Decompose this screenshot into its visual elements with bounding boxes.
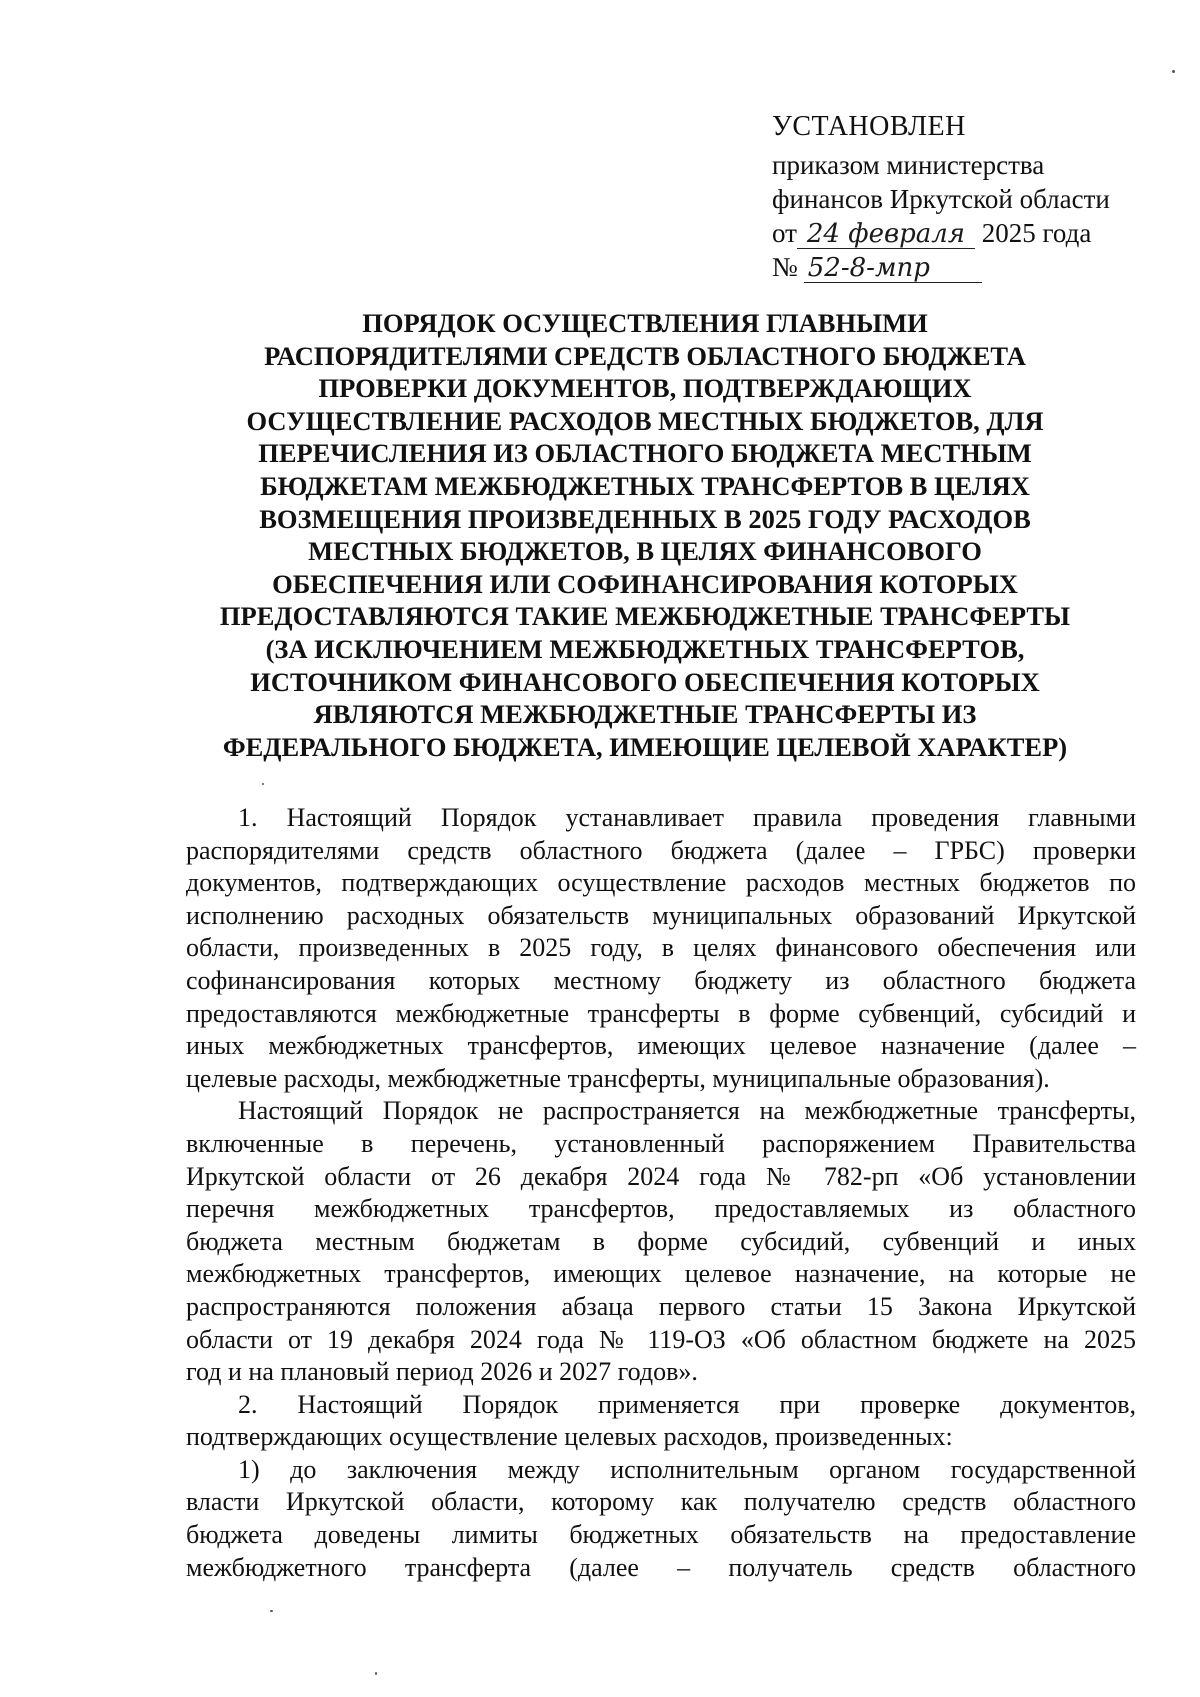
text-line: включенные в перечень, установленный распоряжением Правительства [186, 1128, 1136, 1158]
text-line: Настоящий Порядок не распространяется на межбюджетные трансферты, [238, 1096, 1136, 1126]
text-line: иных межбюджетных трансфертов, имеющих целевое назначение (далее – [186, 1031, 1136, 1061]
text-line: исполнению расходных обязательств муниципальных образований Иркутской [186, 900, 1136, 930]
text-line: Иркутской области от 26 декабря 2024 года № 782-рп «Об установлении [186, 1161, 1136, 1191]
text-line: межбюджетных трансфертов, имеющих целевое назначение, на которые не [186, 1259, 1136, 1289]
text-line: распространяются положения абзаца первого статьи 15 Закона Иркутской [186, 1291, 1136, 1321]
approval-date-line [772, 216, 1152, 250]
scan-speck [375, 1672, 377, 1675]
text-line: софинансирования которых местному бюджету из областного бюджета [186, 965, 1136, 995]
approval-stamp-block [772, 110, 1152, 284]
heading-line: ВОЗМЕЩЕНИЯ ПРОИЗВЕДЕННЫХ В 2025 ГОДУ РАСХОДОВ [259, 503, 1031, 534]
heading-line: РАСПОРЯДИТЕЛЯМИ СРЕДСТВ ОБЛАСТНОГО БЮДЖЕТА [264, 340, 1026, 371]
approval-date-suffix: 2025 года [981, 218, 1092, 248]
paragraph-4 [186, 1454, 1136, 1584]
text-line: власти Иркутской области, которому как получателю средств областного [186, 1487, 1136, 1517]
approval-number-handwritten: 52-8-мпр [804, 254, 982, 283]
approval-title: УСТАНОВЛЕН [772, 111, 966, 142]
heading-line: ПОРЯДОК ОСУЩЕСТВЛЕНИЯ ГЛАВНЫМИ [362, 308, 928, 338]
text-line: межбюджетного трансферта (далее – получатель средств областного [186, 1552, 1136, 1582]
document-body [186, 802, 1136, 1584]
text-line: подтверждающих осуществление целевых расходов, произведенных: [186, 1422, 953, 1452]
scan-speck [270, 1610, 273, 1612]
heading-line: ФЕДЕРАЛЬНОГО БЮДЖЕТА, ИМЕЮЩИЕ ЦЕЛЕВОЙ ХАРАКТЕР) [222, 731, 1068, 762]
approval-line-1: приказом министерства [772, 150, 1045, 180]
heading-line: МЕСТНЫХ БЮДЖЕТОВ, В ЦЕЛЯХ ФИНАНСОВОГО [308, 536, 982, 567]
heading-line: ПЕРЕЧИСЛЕНИЯ ИЗ ОБЛАСТНОГО БЮДЖЕТА МЕСТНЫМ [258, 438, 1032, 469]
text-line: области от 19 декабря 2024 года № 119-ОЗ «Об областном бюджете на 2025 [186, 1324, 1136, 1354]
heading-line: ОСУЩЕСТВЛЕНИЕ РАСХОДОВ МЕСТНЫХ БЮДЖЕТОВ, ДЛЯ [246, 405, 1044, 436]
paragraph-3 [186, 1389, 1136, 1454]
text-line: предоставляются межбюджетные трансферты в форме субвенций, субсидий и [186, 998, 1136, 1028]
approval-number-line [772, 250, 1152, 284]
text-line: 1. Настоящий Порядок устанавливает правила проведения главными [238, 803, 1136, 832]
approval-line-2: финансов Иркутской области [772, 184, 1110, 214]
text-line: 2. Настоящий Порядок применяется при проверке документов, [238, 1389, 1136, 1419]
heading-line: ЯВЛЯЮТСЯ МЕЖБЮДЖЕТНЫЕ ТРАНСФЕРТЫ ИЗ [313, 699, 977, 730]
heading-line: (ЗА ИСКЛЮЧЕНИЕМ МЕЖБЮДЖЕТНЫХ ТРАНСФЕРТОВ, [265, 633, 1025, 664]
text-line: бюджета местным бюджетам в форме субсидий, субвенций и иных [186, 1226, 1136, 1256]
text-line: области, произведенных в 2025 году, в целях финансового обеспечения или [186, 933, 1136, 963]
text-line: 1) до заключения между исполнительным органом государственной [238, 1454, 1136, 1484]
text-line: распорядителями средств областного бюджета (далее – ГРБС) проверки [186, 835, 1136, 865]
document-heading [180, 307, 1110, 763]
approval-number-prefix: № [772, 252, 798, 282]
approval-date-handwritten: 24 февраля [797, 220, 975, 249]
text-line: год и на плановый период 2026 и 2027 годов». [186, 1357, 698, 1387]
text-line: бюджета доведены лимиты бюджетных обязательств на предоставление [186, 1520, 1136, 1550]
scan-speck [262, 783, 264, 785]
text-line: документов, подтверждающих осуществление расходов местных бюджетов по [186, 868, 1136, 898]
text-line: целевые расходы, межбюджетные трансферты, муниципальные образования). [186, 1063, 1050, 1093]
approval-date-prefix: от [772, 218, 797, 248]
heading-line: ПРЕДОСТАВЛЯЮТСЯ ТАКИЕ МЕЖБЮДЖЕТНЫЕ ТРАНСФЕРТЫ [219, 601, 1071, 632]
text-line: перечня межбюджетных трансфертов, предоставляемых из областного [186, 1194, 1136, 1224]
heading-line: ПРОВЕРКИ ДОКУМЕНТОВ, ПОДТВЕРЖДАЮЩИХ [318, 373, 972, 404]
paragraph-1 [186, 802, 1136, 1095]
heading-line: ИСТОЧНИКОМ ФИНАНСОВОГО ОБЕСПЕЧЕНИЯ КОТОРЫХ [250, 666, 1040, 697]
heading-line: ОБЕСПЕЧЕНИЯ ИЛИ СОФИНАНСИРОВАНИЯ КОТОРЫХ [272, 568, 1018, 599]
heading-line: БЮДЖЕТАМ МЕЖБЮДЖЕТНЫХ ТРАНСФЕРТОВ В ЦЕЛЯХ [260, 470, 1030, 501]
paragraph-2 [186, 1095, 1136, 1388]
scan-speck [1172, 70, 1175, 73]
